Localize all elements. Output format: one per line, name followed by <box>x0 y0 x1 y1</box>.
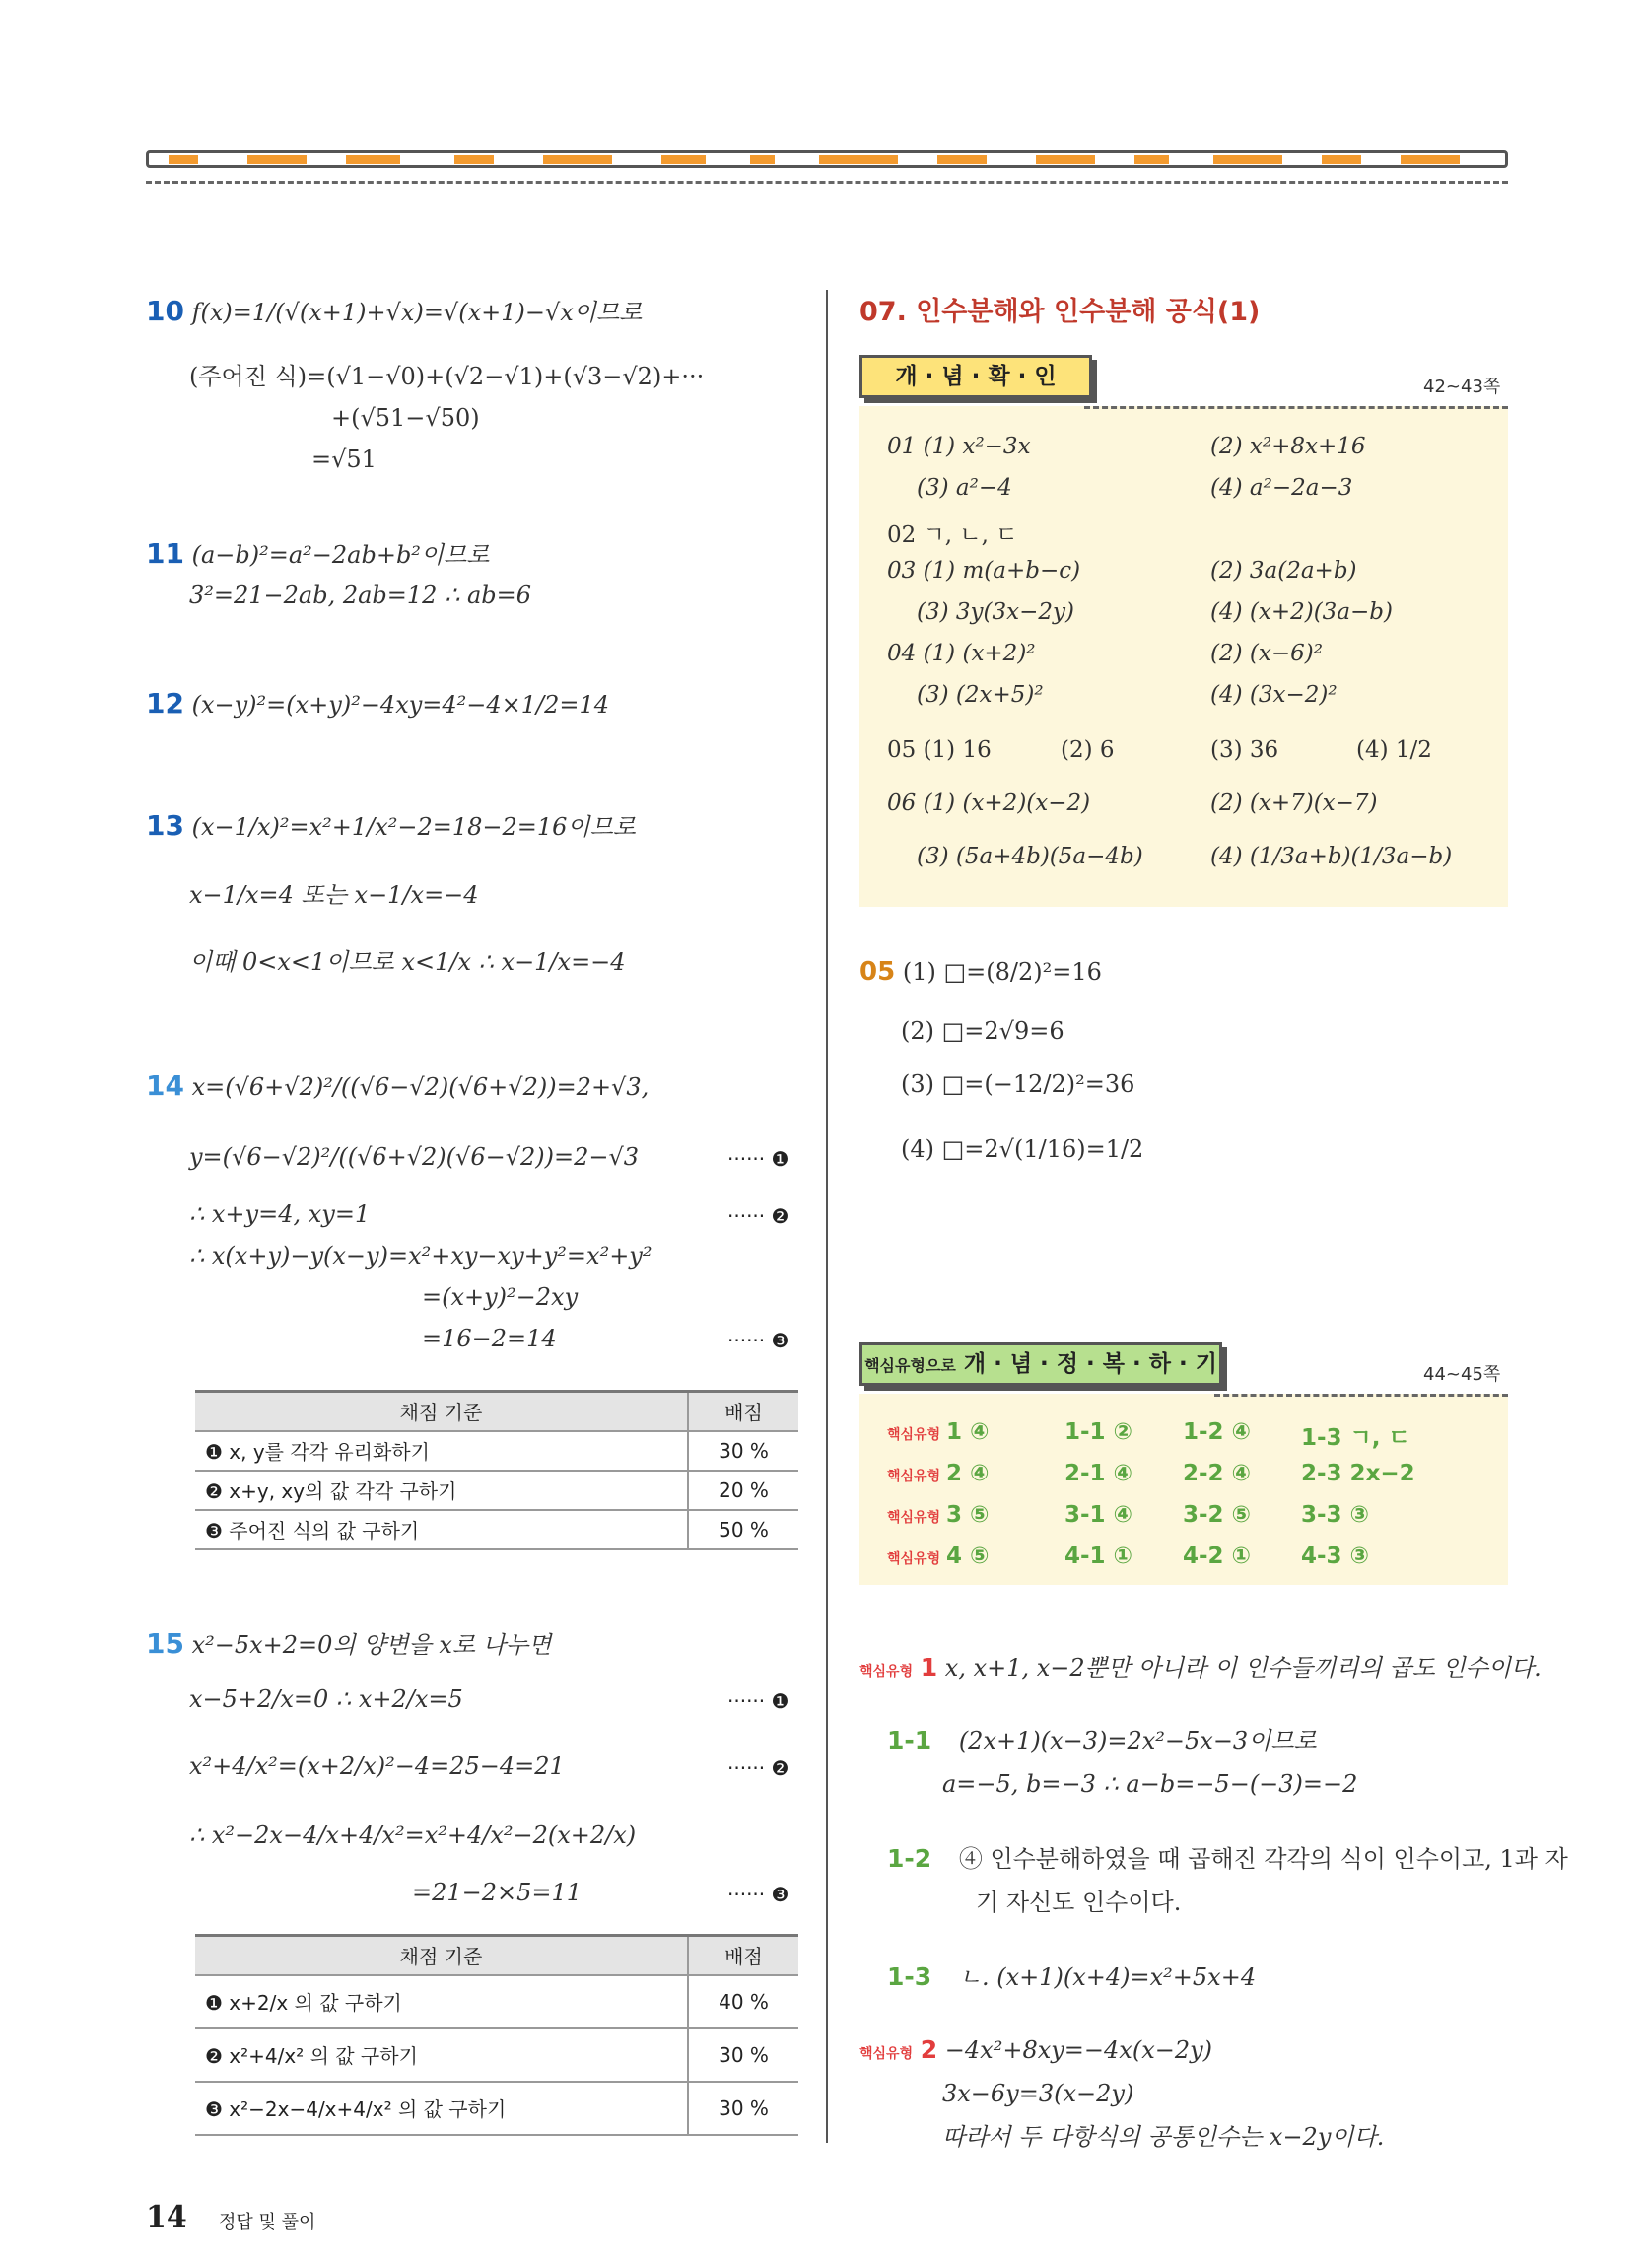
step-marker-1: ······ ❶ <box>727 1147 789 1171</box>
column-divider <box>826 290 828 2143</box>
review-pages: 44~45쪽 <box>1423 1364 1501 1385</box>
review-title: 핵심유형으로 개 · 념 · 정 · 복 · 하 · 기 <box>859 1342 1222 1386</box>
solution-1-3: 1-3 ㄴ. (x+1)(x+4)=x²+5x+4 <box>887 1962 1257 1991</box>
table-row: ❸ 주어진 식의 값 구하기 50 % <box>195 1510 798 1549</box>
problem-10-line-2: (주어진 식)=(√1−√0)+(√2−√1)+(√3−√2)+··· <box>189 363 705 390</box>
table-header-points: 배점 <box>688 1936 798 1975</box>
q05-number: 05 <box>859 957 896 987</box>
review-row-4: 핵심유형 4 ⑤ 4-1 ① 4-2 ① 4-3 ③ <box>887 1544 1370 1569</box>
solution-1-1-line-1: 1-1 (2x+1)(x−3)=2x²−5x−3이므로 <box>887 1726 1317 1754</box>
q05-line-3: (3) □=(−12/2)²=36 <box>901 1070 1135 1098</box>
answer-01-2: (2) x²+8x+16 <box>1210 434 1366 459</box>
scoring-table-15 <box>195 1934 798 2136</box>
problem-10-line-1: 10 f(x)=1/(√(x+1)+√x)=√(x+1)−√x이므로 <box>146 295 643 327</box>
answer-01-1: 01 (1) x²−3x <box>887 434 1031 459</box>
solution-1: 핵심유형 1 x, x+1, x−2뿐만 아니라 이 인수들끼리의 곱도 인수이다. <box>859 1653 1542 1682</box>
problem-number: 15 <box>146 1627 184 1660</box>
problem-10-line-4: =√51 <box>311 446 377 473</box>
answer-03-4: (4) (x+2)(3a−b) <box>1210 599 1393 625</box>
q05-line-1: 05 (1) □=(8/2)²=16 <box>859 957 1102 987</box>
header-dashed-line <box>146 181 1508 184</box>
answer-03-1: 03 (1) m(a+b−c) <box>887 558 1081 584</box>
table-row: ❷ x+y, xy의 값 각각 구하기 20 % <box>195 1471 798 1510</box>
solution-2-line-3: 따라서 두 다항식의 공통인수는 x−2y이다. <box>942 2123 1385 2151</box>
step-marker-1: ······ ❶ <box>727 1689 789 1713</box>
table-header-points: 배점 <box>688 1392 798 1431</box>
answer-05-4: (4) 1/2 <box>1356 737 1432 763</box>
concept-pages: 42~43쪽 <box>1423 377 1501 397</box>
table-row: ❶ x+2/x 의 값 구하기 40 % <box>195 1975 798 2028</box>
review-row-3: 핵심유형 3 ⑤ 3-1 ④ 3-2 ⑤ 3-3 ③ <box>887 1502 1370 1528</box>
problem-14-line-3: ∴ x+y=4, xy=1 <box>189 1201 371 1228</box>
q05-line-4: (4) □=2√(1/16)=1/2 <box>901 1135 1144 1163</box>
problem-15-line-1: 15 x²−5x+2=0의 양변을 x로 나누면 <box>146 1627 552 1660</box>
problem-number: 13 <box>146 809 184 842</box>
answer-06-3: (3) (5a+4b)(5a−4b) <box>917 844 1143 869</box>
answer-06-2: (2) (x+7)(x−7) <box>1210 790 1378 816</box>
problem-10-line-3: +(√51−√50) <box>331 404 480 432</box>
answer-04-2: (2) (x−6)² <box>1210 641 1323 666</box>
problem-number: 12 <box>146 687 184 720</box>
problem-14-line-6: =16−2=14 <box>422 1325 557 1352</box>
answer-06-1: 06 (1) (x+2)(x−2) <box>887 790 1091 816</box>
answer-05-2: (2) 6 <box>1061 737 1115 763</box>
table-row: ❶ x, y를 각각 유리화하기 30 % <box>195 1431 798 1471</box>
review-row-2: 핵심유형 2 ④ 2-1 ④ 2-2 ④ 2-3 2x−2 <box>887 1461 1415 1486</box>
section-title: 07. 인수분해와 인수분해 공식(1) <box>859 297 1261 327</box>
problem-number: 10 <box>146 295 184 327</box>
review-dashed-line <box>1214 1394 1508 1397</box>
answer-02: 02 ㄱ, ㄴ, ㄷ <box>887 522 1018 548</box>
problem-15-line-5: =21−2×5=11 <box>412 1879 583 1906</box>
answer-05-1: 05 (1) 16 <box>887 737 992 763</box>
answer-04-3: (3) (2x+5)² <box>917 682 1044 708</box>
problem-number: 11 <box>146 537 184 570</box>
solution-2-line-1: 핵심유형 2 −4x²+8xy=−4x(x−2y) <box>859 2035 1213 2064</box>
q05-line-2: (2) □=2√9=6 <box>901 1017 1064 1045</box>
answer-06-4: (4) (1/3a+b)(1/3a−b) <box>1210 844 1453 869</box>
table-header-criteria: 채점 기준 <box>195 1936 688 1975</box>
problem-15-line-2: x−5+2/x=0 ∴ x+2/x=5 <box>189 1685 463 1713</box>
solution-1-2-line-1: 1-2 ④ 인수분해하였을 때 곱해진 각각의 식이 인수이고, 1과 자 <box>887 1844 1568 1873</box>
answer-03-3: (3) 3y(3x−2y) <box>917 599 1074 625</box>
page-number: 14 <box>146 2200 187 2234</box>
answer-03-2: (2) 3a(2a+b) <box>1210 558 1357 584</box>
problem-15-line-4: ∴ x²−2x−4/x+4/x²=x²+4/x²−2(x+2/x) <box>189 1821 637 1849</box>
concept-dashed-line <box>1084 406 1508 409</box>
table-row: ❷ x²+4/x² 의 값 구하기 30 % <box>195 2028 798 2082</box>
answer-04-4: (4) (3x−2)² <box>1210 682 1338 708</box>
problem-14-line-1: 14 x=(√6+√2)²/((√6−√2)(√6+√2))=2+√3, <box>146 1069 650 1102</box>
step-marker-3: ······ ❸ <box>727 1329 789 1352</box>
problem-14-line-2: y=(√6−√2)²/((√6+√2)(√6−√2))=2−√3 <box>189 1143 640 1171</box>
page-label: 정답 및 풀이 <box>219 2212 316 2233</box>
problem-number: 14 <box>146 1069 184 1102</box>
problem-13-line-1: 13 (x−1/x)²=x²+1/x²−2=18−2=16이므로 <box>146 809 636 842</box>
answer-05-3: (3) 36 <box>1210 737 1279 763</box>
table-header-criteria: 채점 기준 <box>195 1392 688 1431</box>
answer-01-3: (3) a²−4 <box>917 475 1012 501</box>
answer-04-1: 04 (1) (x+2)² <box>887 641 1036 666</box>
problem-11-line-2: 3²=21−2ab, 2ab=12 ∴ ab=6 <box>189 582 532 609</box>
problem-15-line-3: x²+4/x²=(x+2/x)²−4=25−4=21 <box>189 1753 565 1780</box>
review-row-1: 핵심유형 1 ④ 1-1 ② 1-2 ④ 1-3 ㄱ, ㄷ <box>887 1419 1410 1451</box>
step-marker-2: ······ ❷ <box>727 1204 789 1228</box>
problem-12-line-1: 12 (x−y)²=(x+y)²−4xy=4²−4×1/2=14 <box>146 687 610 720</box>
solution-1-2-line-2: 기 자신도 인수이다. <box>976 1889 1182 1916</box>
concept-title: 개 · 념 · 확 · 인 <box>859 355 1092 398</box>
problem-14-line-4: ∴ x(x+y)−y(x−y)=x²+xy−xy+y²=x²+y² <box>189 1242 652 1270</box>
step-marker-3: ······ ❸ <box>727 1883 789 1906</box>
solution-1-1-line-2: a=−5, b=−3 ∴ a−b=−5−(−3)=−2 <box>942 1770 1358 1798</box>
problem-11-line-1: 11 (a−b)²=a²−2ab+b²이므로 <box>146 537 490 570</box>
answer-01-4: (4) a²−2a−3 <box>1210 475 1353 501</box>
problem-13-line-2: x−1/x=4 또는 x−1/x=−4 <box>189 881 479 909</box>
table-row: ❸ x²−2x−4/x+4/x² 의 값 구하기 30 % <box>195 2082 798 2135</box>
scoring-table-14 <box>195 1390 798 1550</box>
header-decoration-bar <box>146 150 1508 168</box>
step-marker-2: ······ ❷ <box>727 1756 789 1780</box>
problem-14-line-5: =(x+y)²−2xy <box>422 1283 579 1311</box>
solution-2-line-2: 3x−6y=3(x−2y) <box>942 2080 1134 2107</box>
problem-13-line-3: 이때 0<x<1이므로 x<1/x ∴ x−1/x=−4 <box>189 948 626 976</box>
